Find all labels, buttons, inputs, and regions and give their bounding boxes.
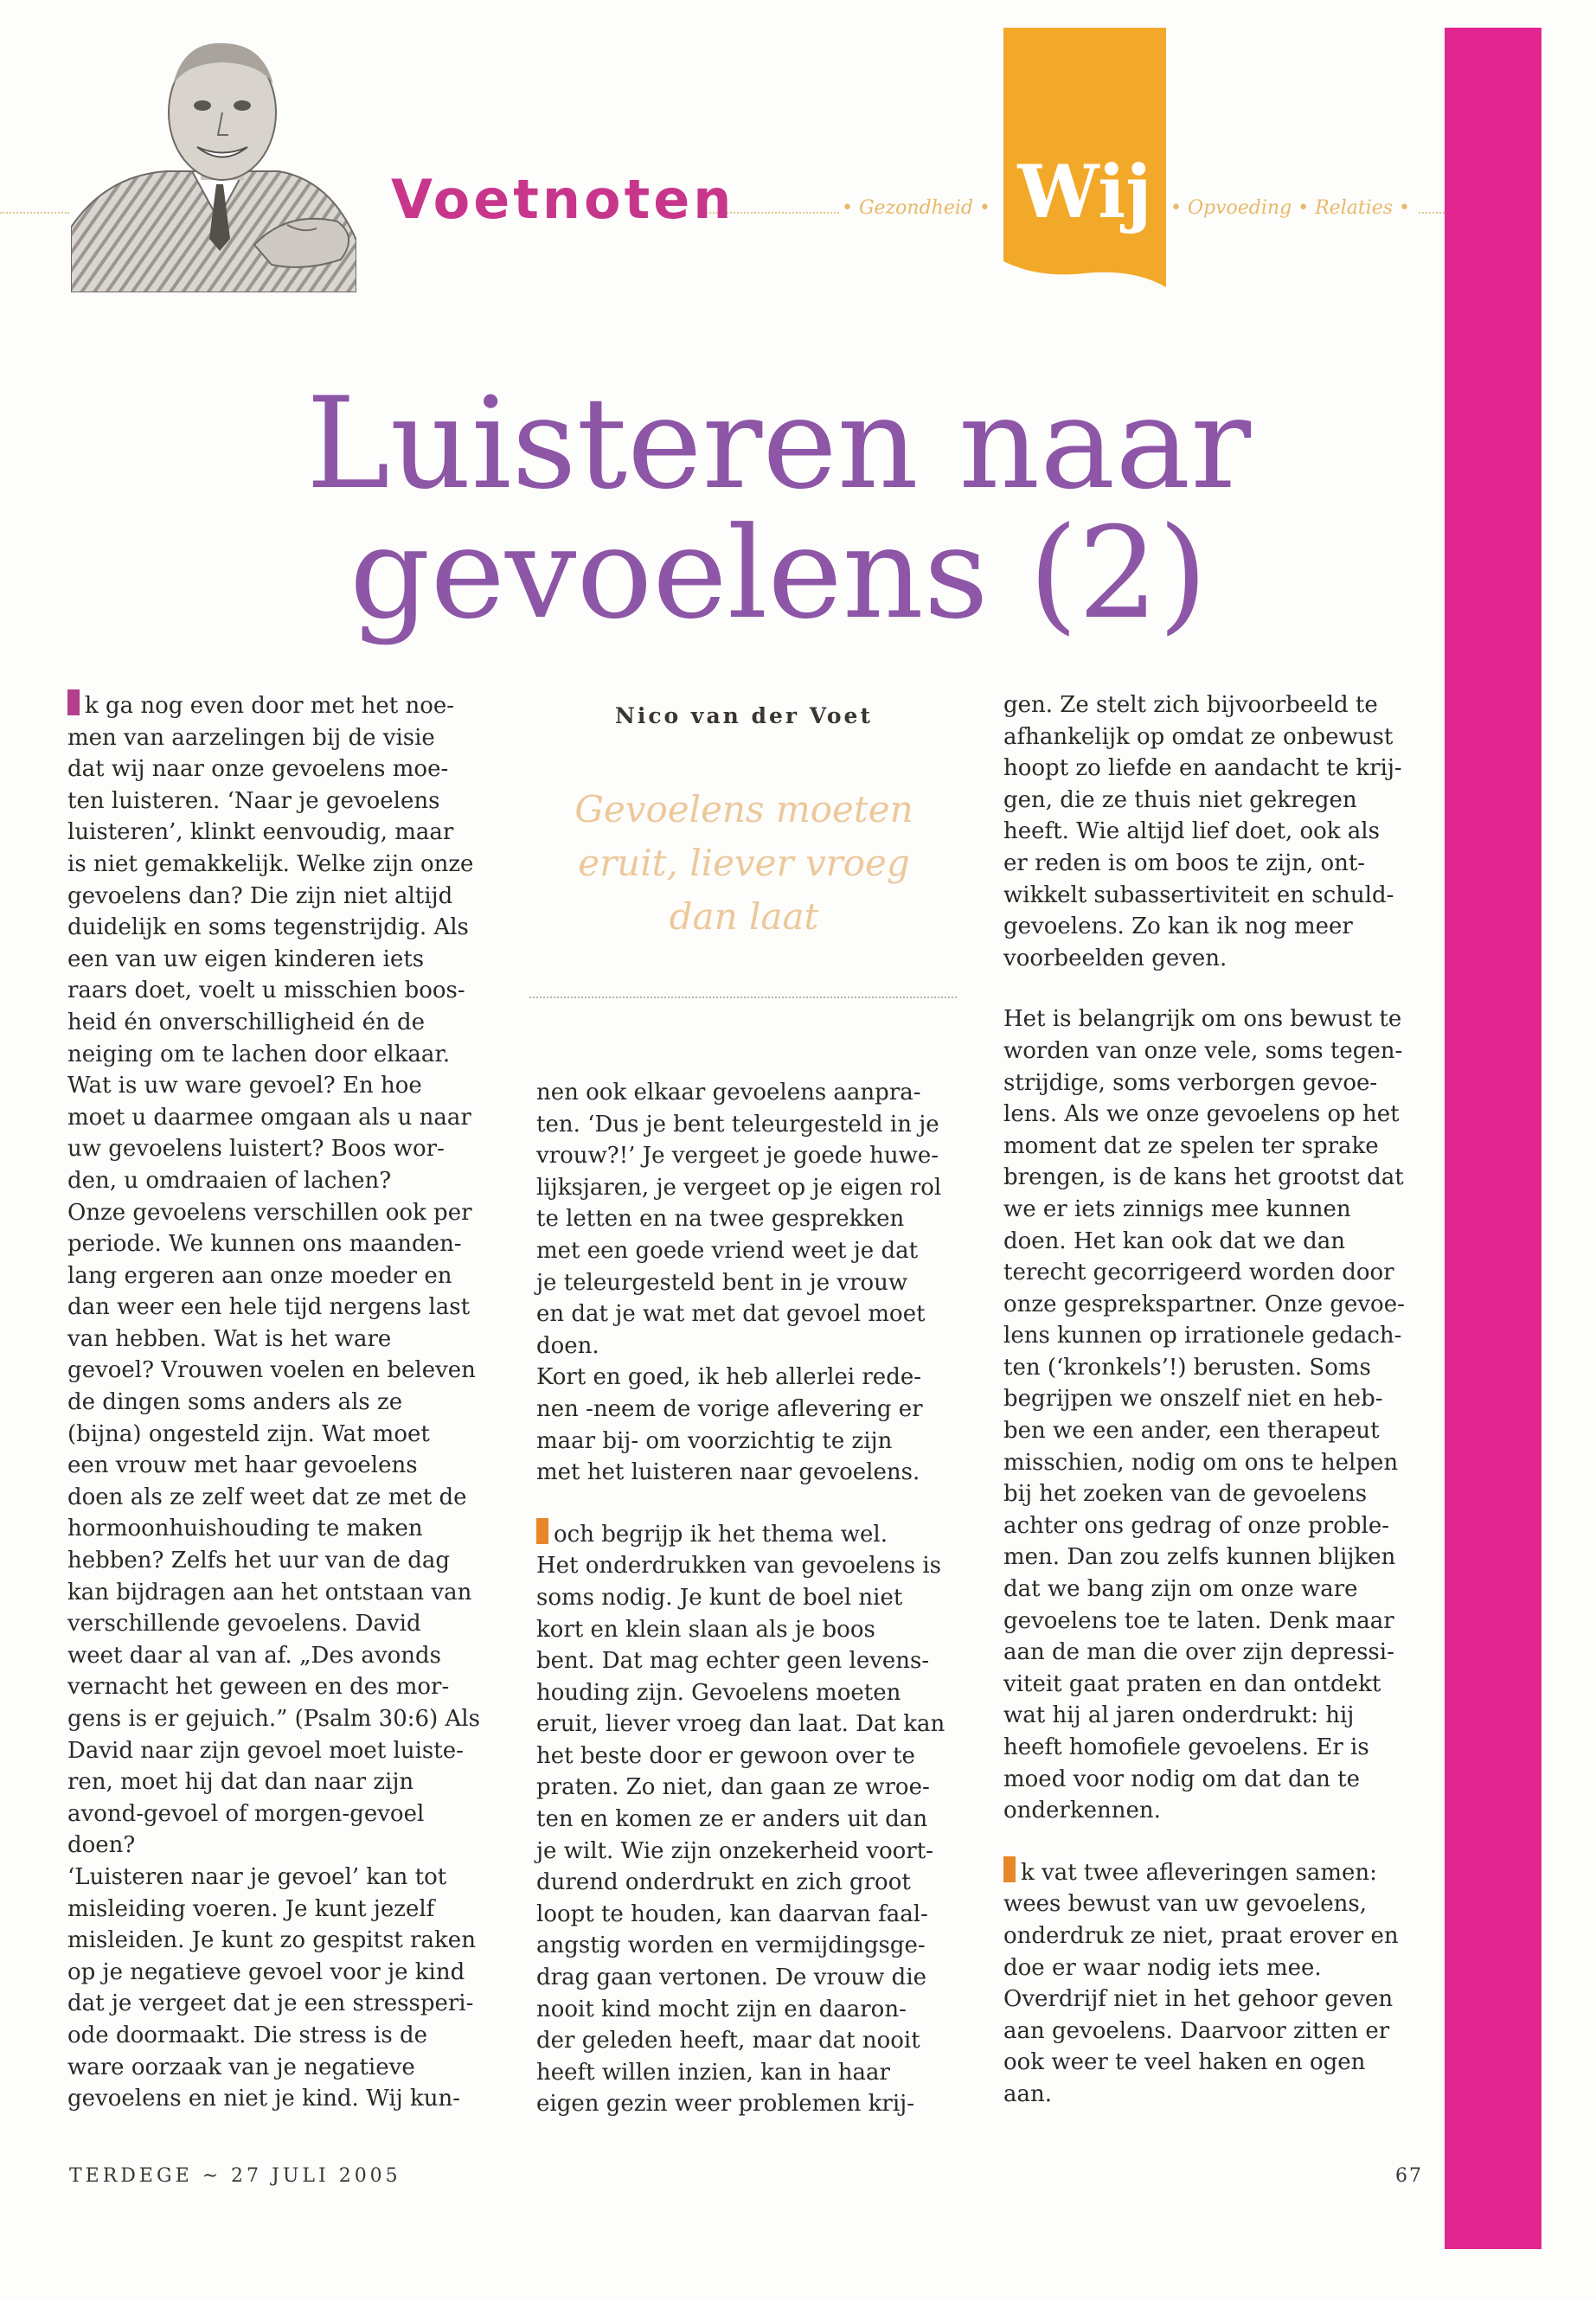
page-number: 67 [1395, 2165, 1423, 2187]
body-line-text: de dingen soms anders als ze [67, 1389, 403, 1416]
body-line-text: nen ook elkaar gevoelens aanpra- [536, 1080, 921, 1106]
body-line-text: ook weer te veel haken en ogen [1003, 2049, 1366, 2076]
body-line [67, 1513, 480, 1545]
body-line [536, 2025, 945, 2057]
body-line [536, 1804, 945, 1836]
body-line [1003, 1289, 1405, 1321]
body-line [67, 1324, 480, 1356]
body-line [1003, 1099, 1405, 1131]
body-line [67, 1292, 480, 1324]
body-line [1003, 1447, 1405, 1479]
body-line [67, 1133, 480, 1165]
body-line [1003, 785, 1405, 817]
body-line [1003, 1003, 1405, 1035]
body-line [536, 1582, 945, 1614]
body-line [1003, 721, 1405, 753]
body-line-text: ode doormaakt. Die stress is de [67, 2022, 428, 2048]
body-line [67, 1862, 480, 1894]
body-line-text: ‘Luisteren naar je gevoel’ kan tot [67, 1863, 447, 1890]
body-line-text: heeft willen inzien, kan in haar [536, 2059, 890, 2086]
body-line-text: onze gesprekspartner. Onze gevoe- [1003, 1291, 1405, 1317]
body-line [536, 1457, 945, 1489]
body-line-text: bij het zoeken van de gevoelens [1003, 1481, 1368, 1508]
body-line-text: doen. [536, 1332, 599, 1359]
body-line-text: en dat je wat met dat gevoel moet [536, 1301, 926, 1328]
body-line-text: den, u omdraaien of lachen? [67, 1167, 392, 1194]
body-line [67, 1830, 480, 1862]
body-line [67, 1735, 480, 1767]
body-line-text: uw gevoelens luistert? Boos wor- [67, 1136, 445, 1163]
body-line [1003, 880, 1405, 912]
body-line [1003, 1856, 1405, 1889]
body-line [67, 1260, 480, 1292]
body-line [1003, 1131, 1405, 1163]
body-line [536, 2088, 945, 2120]
body-line-text: neiging om te lachen door elkaar. [67, 1041, 451, 1067]
body-line [1003, 911, 1405, 943]
body-line-text: angstig worden en vermijdingsge- [536, 1932, 926, 1959]
body-line-text: men van aarzelingen bij de visie [67, 724, 435, 751]
footer-publication: TERDEGE ~ 27 JULI 2005 [69, 2165, 401, 2187]
body-line-text: Wat is uw ware gevoel? En hoe [67, 1073, 422, 1099]
body-line [67, 1450, 480, 1482]
body-line-text: gevoelens toe te laten. Denk maar [1003, 1607, 1394, 1634]
body-line-text: heid én onverschilligheid én de [67, 1009, 425, 1035]
body-line-text: dan weer een hele tijd nergens last [67, 1294, 471, 1321]
body-line [67, 1039, 480, 1071]
body-line [67, 2020, 480, 2052]
body-line-text: Overdrijf niet in het gehoor geven [1003, 1986, 1394, 2013]
body-line-text: (bijna) ongesteld zijn. Wat moet [67, 1420, 430, 1447]
body-line-text: je wilt. Wie zijn onzekerheid voort- [536, 1837, 933, 1864]
header-rule-left [0, 212, 69, 214]
body-line [1003, 1478, 1405, 1510]
column-name: Voetnoten [391, 168, 735, 231]
body-line [67, 1545, 480, 1577]
body-line [1003, 1352, 1405, 1384]
body-line [536, 1518, 945, 1551]
body-line [1003, 1764, 1405, 1796]
body-line [67, 1102, 480, 1134]
body-line [1003, 2016, 1405, 2048]
body-line-text: misleiden. Je kunt zo gespitst raken [67, 1927, 476, 1954]
body-line-text: strijdige, soms verborgen gevoe- [1003, 1069, 1378, 1096]
article-column-1 [67, 689, 480, 2115]
body-line-text: weet daar al van af. „Des avonds [67, 1642, 441, 1669]
body-line-text: wikkelt subassertiviteit en schuld- [1003, 881, 1394, 908]
body-line-text: moet u daarmee omgaan als u naar [67, 1104, 471, 1131]
body-line [1003, 1257, 1405, 1289]
body-line-text: raars doet, voelt u misschien boos- [67, 977, 465, 1004]
body-line [536, 1235, 945, 1267]
body-line [1003, 1194, 1405, 1226]
body-line [1003, 1383, 1405, 1415]
body-line [67, 1894, 480, 1926]
body-line-text: doen als ze zelf weet dat ze met de [67, 1484, 467, 1510]
article-column-3 [1003, 689, 1405, 2111]
body-line [1003, 1888, 1405, 1920]
body-line [67, 1197, 480, 1229]
body-line-text: te letten en na twee gesprekken [536, 1206, 905, 1233]
body-line [67, 1228, 480, 1260]
body-line [1003, 1669, 1405, 1701]
body-line-text: voorbeelden geven. [1003, 945, 1227, 971]
body-line [67, 1925, 480, 1957]
body-line-text: onderdruk ze niet, praat erover en [1003, 1922, 1399, 1949]
body-line [67, 1070, 480, 1102]
body-line [67, 1766, 480, 1798]
body-line-text: hebben? Zelfs het uur van de dag [67, 1548, 451, 1574]
body-line [1003, 1541, 1405, 1574]
body-line [536, 1930, 945, 1962]
body-line [1003, 1952, 1405, 1984]
body-line [536, 1362, 945, 1394]
body-line [1003, 1637, 1405, 1669]
body-line-text: het beste door er gewoon over te [536, 1742, 915, 1769]
body-line [1003, 753, 1405, 785]
body-line [536, 2057, 945, 2089]
body-line [1003, 1700, 1405, 1732]
body-line-text: begrijpen we onszelf niet en heb- [1003, 1386, 1383, 1413]
body-line-text: kort en klein slaan als je boos [536, 1616, 875, 1643]
body-line [536, 1994, 945, 2026]
drop-cap [1003, 1856, 1016, 1882]
body-line [1003, 1795, 1405, 1827]
body-line [536, 1836, 945, 1868]
body-line [536, 1677, 945, 1709]
body-line-text: lang ergeren aan onze moeder en [67, 1262, 452, 1289]
article-title-line-2: gevoelens (2) [349, 500, 1208, 647]
body-line [1003, 2079, 1405, 2111]
body-line-text: drag gaan vertonen. De vrouw die [536, 1965, 927, 1991]
body-line [536, 1550, 945, 1582]
body-line [1003, 2047, 1405, 2079]
body-line-text: misleiding voeren. Je kunt jezelf [67, 1895, 435, 1922]
body-line-text: loopt te houden, kan daarvan faal- [536, 1900, 928, 1927]
body-line [67, 1957, 480, 1989]
body-line-text: achter ons gedrag of onze proble- [1003, 1512, 1389, 1539]
body-line-text: gevoelens. Zo kan ik nog meer [1003, 913, 1353, 940]
body-line [67, 1482, 480, 1514]
author-portrait [71, 33, 356, 292]
body-line [536, 1172, 945, 1204]
pull-quote-line: dan laat [669, 895, 819, 938]
body-line-text: doen? [67, 1832, 136, 1859]
body-line-text: men. Dan zou zelfs kunnen blijken [1003, 1544, 1396, 1571]
body-line-text: eruit, liever vroeg dan laat. Dat kan [536, 1711, 945, 1738]
body-line-text: verschillende gevoelens. David [67, 1611, 421, 1638]
body-line-text: hoopt zo liefde en aandacht te krij- [1003, 755, 1402, 782]
body-line-text: ten luisteren. ‘Naar je gevoelens [67, 787, 440, 814]
body-line-text: praten. Zo niet, dan gaan ze wroe- [536, 1774, 930, 1801]
body-line [67, 1608, 480, 1640]
body-line-text: kan bijdragen aan het ontstaan van [67, 1579, 472, 1606]
body-line-text: onderkennen. [1003, 1798, 1161, 1824]
body-line [67, 2052, 480, 2084]
body-line [536, 1140, 945, 1172]
body-line-text: durend onderdrukt en zich groot [536, 1869, 911, 1896]
section-tags-right: • Opvoeding • Relaties • [1170, 197, 1411, 219]
body-line-text: ben we een ander, een therapeut [1003, 1418, 1380, 1445]
body-line [67, 1798, 480, 1830]
body-line-text: viteit gaat praten en dan ontdekt [1003, 1670, 1381, 1697]
body-line [67, 1577, 480, 1609]
body-line [67, 849, 480, 881]
paragraph-gap [1003, 1827, 1405, 1856]
body-line [1003, 1984, 1405, 2016]
body-line-text: luisteren’, klinkt eenvoudig, maar [67, 819, 454, 846]
body-line-text: misschien, nodig om ons te helpen [1003, 1449, 1399, 1476]
body-line [1003, 848, 1405, 880]
section-name: Wij [1017, 149, 1152, 234]
body-line-text: Het onderdrukken van gevoelens is [536, 1553, 942, 1580]
body-line-text: je teleurgesteld bent in je vrouw [536, 1269, 908, 1296]
pull-quote-line: eruit, liever vroeg [578, 842, 910, 884]
body-line-text: k ga nog even door met het noe- [85, 693, 455, 719]
body-line-text: gens is er gejuich.” (Psalm 30:6) Als [67, 1706, 480, 1732]
body-line-text: lijksjaren, je vergeet op je eigen rol [536, 1174, 942, 1201]
pull-quote [536, 783, 952, 944]
body-line-text: gevoelens en niet je kind. Wij kun- [67, 2086, 461, 2112]
body-line-text: is niet gemakkelijk. Welke zijn onze [67, 850, 474, 877]
body-line [67, 689, 480, 722]
paragraph-gap [536, 1489, 945, 1518]
body-line-text: Het is belangrijk om ons bewust te [1003, 1006, 1402, 1033]
body-line [1003, 1574, 1405, 1606]
body-line [1003, 1606, 1405, 1638]
body-line [1003, 1415, 1405, 1447]
article-column-2 [536, 1077, 945, 2120]
body-line-text: k vat twee afleveringen samen: [1021, 1859, 1377, 1886]
body-line-text: wees bewust van uw gevoelens, [1003, 1891, 1367, 1918]
body-line-text: duidelijk en soms tegenstrijdig. Als [67, 914, 469, 941]
body-line [1003, 816, 1405, 848]
body-line [1003, 1067, 1405, 1099]
body-line-text: ten en komen ze er anders uit dan [536, 1806, 928, 1833]
body-line [536, 1962, 945, 1994]
body-line [536, 1899, 945, 1931]
section-tags-left: • Gezondheid • [842, 197, 990, 219]
body-line-text: David naar zijn gevoel moet luiste- [67, 1737, 464, 1764]
body-line [536, 1740, 945, 1772]
body-line [1003, 943, 1405, 975]
body-line-text: moed voor nodig om dat dan te [1003, 1766, 1360, 1792]
body-line-text: eigen gezin weer problemen krij- [536, 2091, 914, 2118]
body-line-text: een vrouw met haar gevoelens [67, 1452, 418, 1479]
body-line [536, 1077, 945, 1109]
body-line [67, 881, 480, 913]
body-line [1003, 1035, 1405, 1067]
body-line [67, 1007, 480, 1039]
body-line-text: heeft homofiele gevoelens. Er is [1003, 1734, 1369, 1760]
body-line [67, 1703, 480, 1735]
body-line-text: lens. Als we onze gevoelens op het [1003, 1101, 1400, 1128]
body-line [1003, 1226, 1405, 1258]
body-line-text: dat we bang zijn om onze ware [1003, 1576, 1358, 1603]
body-line [1003, 1732, 1405, 1764]
body-line-text: brengen, is de kans het grootst dat [1003, 1164, 1404, 1191]
header-rule-right [1419, 212, 1445, 214]
body-line-text: van hebben. Wat is het ware [67, 1325, 392, 1352]
magenta-side-bar [1445, 28, 1542, 2249]
body-line-text: Onze gevoelens verschillen ook per [67, 1199, 472, 1226]
body-line [536, 1109, 945, 1141]
body-line [67, 944, 480, 976]
body-line [67, 1640, 480, 1672]
body-line [67, 1387, 480, 1419]
body-line [536, 1426, 945, 1458]
body-line-text: nooit kind mocht zijn en daaron- [536, 1996, 907, 2022]
body-line-text: dat wij naar onze gevoelens moe- [67, 756, 449, 783]
author-byline: Nico van der Voet [614, 703, 874, 728]
body-line-text: wat hij al jaren onderdrukt: hij [1003, 1702, 1355, 1729]
body-line-text: terecht gecorrigeerd worden door [1003, 1259, 1394, 1286]
body-line-text: Kort en goed, ik heb allerlei rede- [536, 1364, 922, 1391]
body-line [536, 1867, 945, 1899]
body-line [1003, 689, 1405, 721]
body-line-text: ren, moet hij dat dan naar zijn [67, 1769, 414, 1796]
body-line-text: maar bij- om voorzichtig te zijn [536, 1427, 893, 1454]
body-line-text: afhankelijk op omdat ze onbewust [1003, 723, 1394, 750]
body-line-text: aan de man die over zijn depressi- [1003, 1639, 1394, 1666]
body-line-text: vernacht het geween en des mor- [67, 1674, 450, 1701]
body-line-text: avond-gevoel of morgen-gevoel [67, 1800, 425, 1827]
body-line [67, 1355, 480, 1387]
body-line [67, 1165, 480, 1197]
body-line [1003, 1162, 1405, 1194]
body-line-text: met het luisteren naar gevoelens. [536, 1459, 920, 1486]
body-line-text: ware oorzaak van je negatieve [67, 2054, 415, 2080]
body-line-text: houding zijn. Gevoelens moeten [536, 1679, 901, 1706]
body-line [536, 1772, 945, 1804]
body-line [67, 1419, 480, 1451]
body-line [67, 785, 480, 817]
body-line [536, 1645, 945, 1677]
body-line-text: aan. [1003, 2080, 1053, 2107]
body-line [1003, 1920, 1405, 1952]
body-line [67, 817, 480, 849]
body-line [1003, 1320, 1405, 1352]
body-line-text: doe er waar nodig iets mee. [1003, 1954, 1322, 1981]
body-line-text: ten (‘kronkels’!) berusten. Soms [1003, 1354, 1371, 1381]
body-line-text: moment dat ze spelen ter sprake [1003, 1132, 1379, 1159]
body-line-text: lens kunnen op irrationele gedach- [1003, 1323, 1402, 1349]
body-line [67, 975, 480, 1007]
pull-quote-line: Gevoelens moeten [574, 788, 913, 830]
body-line-text: hormoonhuishouding te maken [67, 1516, 423, 1542]
body-line-text: soms nodig. Je kunt de boel niet [536, 1584, 903, 1611]
body-line-text: met een goede vriend weet je dat [536, 1237, 919, 1264]
article-title-line-1: Luisteren naar [305, 370, 1252, 517]
body-line [1003, 1510, 1405, 1542]
body-line-text: gen, die ze thuis niet gekregen [1003, 786, 1357, 813]
body-line-text: doen. Het kan ook dat we dan [1003, 1227, 1345, 1254]
body-line-text: heeft. Wie altijd lief doet, ook als [1003, 818, 1380, 845]
body-line [536, 1394, 945, 1426]
body-line-text: bent. Dat mag echter geen levens- [536, 1648, 930, 1675]
body-line-text: der geleden heeft, maar dat nooit [536, 2028, 920, 2054]
body-line [67, 2083, 480, 2115]
body-line-text: gen. Ze stelt zich bijvoorbeeld te [1003, 692, 1378, 718]
body-line [536, 1614, 945, 1646]
body-line-text: we er iets zinnigs mee kunnen [1003, 1195, 1351, 1222]
body-line-text: ten. ‘Dus je bent teleurgesteld in je [536, 1111, 939, 1138]
body-line [536, 1267, 945, 1299]
drop-cap [67, 689, 80, 715]
body-line [67, 722, 480, 754]
paragraph-gap [1003, 974, 1405, 1003]
body-line-text: gevoelens dan? Die zijn niet altijd [67, 882, 453, 909]
body-line [536, 1203, 945, 1235]
body-line-text: vrouw?!’ Je vergeet je goede huwe- [536, 1143, 939, 1170]
body-line [536, 1708, 945, 1740]
body-line [536, 1298, 945, 1330]
body-line-text: er reden is om boos te zijn, ont- [1003, 849, 1366, 876]
body-line-text: gevoel? Vrouwen voelen en beleven [67, 1357, 476, 1384]
body-line-text: dat je vergeet dat je een stressperi- [67, 1990, 474, 2017]
drop-cap [536, 1518, 548, 1544]
body-line-text: aan gevoelens. Daarvoor zitten er [1003, 2017, 1390, 2044]
body-line [67, 1671, 480, 1703]
body-line-text: nen -neem de vorige aflevering er [536, 1395, 923, 1422]
body-line [536, 1330, 945, 1362]
body-line-text: och begrijp ik het thema wel. [554, 1521, 888, 1548]
body-line-text: periode. We kunnen ons maanden- [67, 1231, 462, 1258]
body-line-text: op je negatieve gevoel voor je kind [67, 1958, 465, 1985]
body-line-text: een van uw eigen kinderen iets [67, 945, 425, 972]
body-line [67, 753, 480, 785]
body-line-text: worden van onze vele, soms tegen- [1003, 1037, 1403, 1064]
body-line [67, 912, 480, 944]
body-line [67, 1988, 480, 2020]
pull-quote-rule [529, 997, 957, 998]
